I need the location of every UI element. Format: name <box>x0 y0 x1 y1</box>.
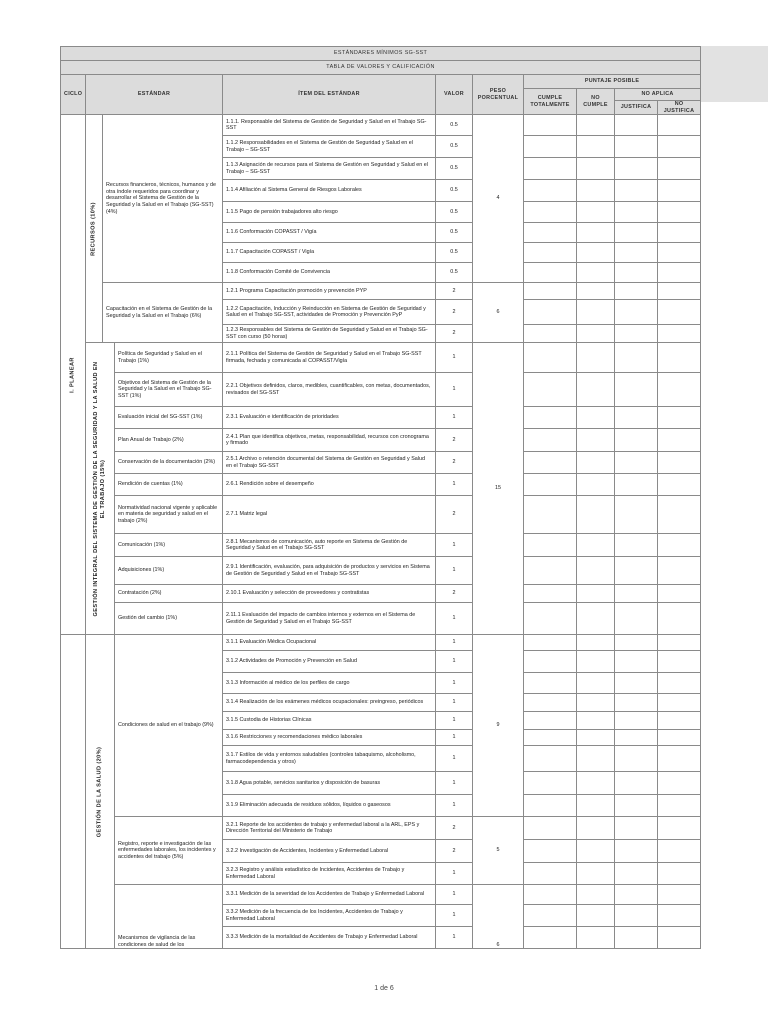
score-cell[interactable] <box>577 534 615 557</box>
score-cell[interactable] <box>524 407 577 429</box>
score-cell[interactable] <box>615 243 658 263</box>
group-gestion-salud: GESTIÓN DE LA SALUD (20%) <box>86 635 115 949</box>
score-cell[interactable] <box>615 158 658 180</box>
item-value: 1 <box>436 407 473 429</box>
standard-contratacion: Contratación (2%) <box>115 585 223 603</box>
item-value: 1 <box>436 905 473 927</box>
score-cell[interactable] <box>524 429 577 452</box>
score-cell[interactable] <box>615 452 658 474</box>
score-cell[interactable] <box>577 585 615 603</box>
item-text: 1.1.4 Afiliación al Sistema General de Riesgos Laborales <box>223 180 436 202</box>
score-cell[interactable] <box>577 373 615 407</box>
item-text: 1.1.5 Pago de pensión trabajadores alto riesgo <box>223 202 436 223</box>
item-text: 3.1.8 Agua potable, servicios sanitarios y disposición de basuras <box>223 772 436 795</box>
header-cumple: CUMPLE TOTALMENTE <box>524 89 577 115</box>
score-cell[interactable] <box>524 202 577 223</box>
group-recursos: RECURSOS (10%) <box>86 115 103 343</box>
score-cell[interactable] <box>577 263 615 283</box>
score-cell[interactable] <box>658 840 701 863</box>
score-cell[interactable] <box>658 136 701 158</box>
group-gestion-integral: GESTIÓN INTEGRAL DEL SISTEMA DE GESTIÓN DE LA SEGURIDAD Y LA SALUD EN EL TRABAJO (15%) <box>86 343 115 635</box>
score-cell[interactable] <box>577 772 615 795</box>
score-cell[interactable] <box>615 115 658 136</box>
item-text: 2.8.1 Mecanismos de comunicación, auto reporte en Sistema de Gestión de Seguridad y Salud en el Trabajo SG-SST <box>223 534 436 557</box>
item-value: 0.5 <box>436 115 473 136</box>
header-peso: PESO PORCENTUAL <box>473 75 524 115</box>
item-value: 1 <box>436 343 473 373</box>
score-cell[interactable] <box>615 202 658 223</box>
score-cell[interactable] <box>658 673 701 694</box>
score-cell[interactable] <box>524 180 577 202</box>
score-cell[interactable] <box>615 905 658 927</box>
score-cell[interactable] <box>658 746 701 772</box>
score-cell[interactable] <box>658 496 701 534</box>
score-cell[interactable] <box>524 905 577 927</box>
score-cell[interactable] <box>615 651 658 673</box>
standard-evaluacion-inicial: Evaluación inicial del SG-SST (1%) <box>115 407 223 429</box>
score-cell[interactable] <box>658 452 701 474</box>
score-cell[interactable] <box>658 863 701 885</box>
score-cell[interactable] <box>658 712 701 730</box>
score-cell[interactable] <box>524 772 577 795</box>
score-cell[interactable] <box>524 223 577 243</box>
item-value: 1 <box>436 651 473 673</box>
standard-conservacion: Conservación de la documentación (2%) <box>115 452 223 474</box>
header-ciclo: CICLO <box>61 75 86 115</box>
header-estandar: ESTÁNDAR <box>86 75 223 115</box>
score-cell[interactable] <box>615 223 658 243</box>
header-justifica: JUSTIFICA <box>615 101 658 115</box>
item-value: 2 <box>436 283 473 300</box>
score-cell[interactable] <box>524 115 577 136</box>
score-cell[interactable] <box>524 730 577 746</box>
item-text: 2.6.1 Rendición sobre el desempeño <box>223 474 436 496</box>
score-cell[interactable] <box>658 243 701 263</box>
standard-recursos: Recursos financieros, técnicos, humanos y de otra índole requeridos para coordinar y desarrollar el Sistema de Gestión de la Seguridad y la Salud en el Trabajo (SG-SST) (4%) <box>103 115 223 283</box>
item-value: 1 <box>436 712 473 730</box>
item-text: 2.1.1 Política del Sistema de Gestión de Seguridad y Salud en el Trabajo SG-SST firmada, fechada y comunicada al COPASST/Vigía <box>223 343 436 373</box>
item-text: 3.1.2 Actividades de Promoción y Prevención en Salud <box>223 651 436 673</box>
item-value: 2 <box>436 300 473 325</box>
score-cell[interactable] <box>577 840 615 863</box>
score-cell[interactable] <box>615 635 658 651</box>
item-value: 1 <box>436 373 473 407</box>
item-text: 2.10.1 Evaluación y selección de proveedores y contratistas <box>223 585 436 603</box>
standard-mecanismos-vigilancia: Mecanismos de vigilancia de las condiciones de salud de los <box>115 885 223 949</box>
score-cell[interactable] <box>577 325 615 343</box>
score-cell[interactable] <box>524 474 577 496</box>
score-cell[interactable] <box>577 223 615 243</box>
item-text: 3.3.1 Medición de la severidad de los Accidentes de Trabajo y Enfermedad Laboral <box>223 885 436 905</box>
score-cell[interactable] <box>577 115 615 136</box>
score-cell[interactable] <box>658 202 701 223</box>
item-text: 1.1.1. Responsable del Sistema de Gestión de Seguridad y Salud en el Trabajo SG-SST <box>223 115 436 136</box>
item-text: 2.11.1 Evaluación del impacto de cambios internos y externos en el Sistema de Gestión de Seguridad y Salud en el Trabajo SG-SST <box>223 603 436 635</box>
score-cell[interactable] <box>577 673 615 694</box>
item-text: 3.1.1 Evaluación Médica Ocupacional <box>223 635 436 651</box>
score-cell[interactable] <box>524 300 577 325</box>
score-cell[interactable] <box>577 343 615 373</box>
score-cell[interactable] <box>658 557 701 585</box>
score-cell[interactable] <box>524 136 577 158</box>
item-text: 3.1.3 Información al médico de los perfiles de cargo <box>223 673 436 694</box>
score-cell[interactable] <box>615 730 658 746</box>
standard-comunicacion: Comunicación (1%) <box>115 534 223 557</box>
peso-cell: 4 <box>473 115 524 283</box>
item-value: 0.5 <box>436 158 473 180</box>
header-no-justifica: NO JUSTIFICA <box>658 101 701 115</box>
score-cell[interactable] <box>577 795 615 817</box>
score-cell[interactable] <box>658 115 701 136</box>
header-no-aplica: NO APLICA <box>615 89 701 101</box>
score-cell[interactable] <box>615 263 658 283</box>
item-value: 1 <box>436 885 473 905</box>
score-cell[interactable] <box>615 694 658 712</box>
score-cell[interactable] <box>577 474 615 496</box>
peso-cell: 5 <box>473 817 524 885</box>
standard-normatividad: Normatividad nacional vigente y aplicable en materia de seguridad y salud en el trabajo (2%) <box>115 496 223 534</box>
standard-capacitacion: Capacitación en el Sistema de Gestión de la Seguridad y la Salud en el Trabajo (6%) <box>103 283 223 343</box>
item-value: 1 <box>436 635 473 651</box>
table-title: ESTÁNDARES MÍNIMOS SG-SST <box>61 47 701 61</box>
score-cell[interactable] <box>615 325 658 343</box>
item-text: 3.2.1 Reporte de los accidentes de trabajo y enfermedad laboral a la ARL, EPS y Dirección Territorial del Ministerio de Trabajo <box>223 817 436 840</box>
score-cell[interactable] <box>524 694 577 712</box>
score-cell[interactable] <box>524 343 577 373</box>
item-text: 3.2.2 Investigación de Accidentes, Incidentes y Enfermedad Laboral <box>223 840 436 863</box>
header-item: ÍTEM DEL ESTÁNDAR <box>223 75 436 115</box>
score-cell[interactable] <box>615 557 658 585</box>
score-cell[interactable] <box>577 651 615 673</box>
side-shade <box>700 46 768 102</box>
score-cell[interactable] <box>524 534 577 557</box>
score-cell[interactable] <box>615 863 658 885</box>
item-text: 3.3.3 Medición de la mortalidad de Accidentes de Trabajo y Enfermedad Laboral <box>223 927 436 949</box>
score-cell[interactable] <box>577 927 615 949</box>
score-cell[interactable] <box>658 603 701 635</box>
score-cell[interactable] <box>577 635 615 651</box>
score-cell[interactable] <box>658 300 701 325</box>
score-cell[interactable] <box>658 905 701 927</box>
score-cell[interactable] <box>615 496 658 534</box>
score-cell[interactable] <box>658 325 701 343</box>
score-cell[interactable] <box>577 730 615 746</box>
score-cell[interactable] <box>524 885 577 905</box>
score-cell[interactable] <box>658 263 701 283</box>
item-value: 2 <box>436 840 473 863</box>
item-text: 1.1.6 Conformación COPASST / Vigía <box>223 223 436 243</box>
item-value: 1 <box>436 863 473 885</box>
score-cell[interactable] <box>577 136 615 158</box>
score-cell[interactable] <box>658 283 701 300</box>
score-cell[interactable] <box>615 885 658 905</box>
standard-objetivos: Objetivos del Sistema de Gestión de la Seguridad y la Salud en el Trabajo SG-SST (1%) <box>115 373 223 407</box>
score-cell[interactable] <box>524 496 577 534</box>
item-text: 3.1.4 Realización de los exámenes médicos ocupacionales: preingreso, periódicos <box>223 694 436 712</box>
score-cell[interactable] <box>615 136 658 158</box>
score-cell[interactable] <box>577 496 615 534</box>
score-cell[interactable] <box>615 373 658 407</box>
score-cell[interactable] <box>577 817 615 840</box>
page-number: 1 de 6 <box>374 985 394 992</box>
score-cell[interactable] <box>658 772 701 795</box>
score-cell[interactable] <box>658 927 701 949</box>
score-cell[interactable] <box>524 712 577 730</box>
score-cell[interactable] <box>524 863 577 885</box>
score-cell[interactable] <box>577 429 615 452</box>
score-cell[interactable] <box>577 746 615 772</box>
standard-condiciones-salud: Condiciones de salud en el trabajo (9%) <box>115 635 223 817</box>
item-value: 0.5 <box>436 243 473 263</box>
score-cell[interactable] <box>524 158 577 180</box>
score-cell[interactable] <box>658 373 701 407</box>
item-value: 1 <box>436 746 473 772</box>
item-value: 1 <box>436 673 473 694</box>
score-cell[interactable] <box>658 585 701 603</box>
item-value: 2 <box>436 429 473 452</box>
standard-politica: Política de Seguridad y Salud en el Trabajo (1%) <box>115 343 223 373</box>
item-value: 1 <box>436 772 473 795</box>
score-cell[interactable] <box>658 694 701 712</box>
item-text: 2.5.1 Archivo o retención documental del Sistema de Gestión en Seguridad y Salud en el Trabajo SG-SST <box>223 452 436 474</box>
cycle-hacer-blank <box>61 635 86 949</box>
score-cell[interactable] <box>524 673 577 694</box>
score-cell[interactable] <box>615 603 658 635</box>
score-cell[interactable] <box>658 474 701 496</box>
item-value: 1 <box>436 534 473 557</box>
score-cell[interactable] <box>577 158 615 180</box>
score-cell[interactable] <box>524 817 577 840</box>
score-cell[interactable] <box>524 795 577 817</box>
item-text: 2.3.1 Evaluación e identificación de prioridades <box>223 407 436 429</box>
item-text: 3.1.7 Estilos de vida y entornos saludables (controles tabaquismo, alcoholismo, farmacodependencia y otros) <box>223 746 436 772</box>
score-cell[interactable] <box>524 603 577 635</box>
score-cell[interactable] <box>524 263 577 283</box>
score-cell[interactable] <box>577 885 615 905</box>
score-cell[interactable] <box>577 452 615 474</box>
item-value: 1 <box>436 474 473 496</box>
score-cell[interactable] <box>615 407 658 429</box>
score-cell[interactable] <box>658 885 701 905</box>
item-text: 1.1.2 Responsabilidades en el Sistema de Gestión de Seguridad y Salud en el Trabajo – SG-SST <box>223 136 436 158</box>
item-text: 3.1.5 Custodia de Historias Clínicas <box>223 712 436 730</box>
standard-gestion-cambio: Gestión del cambio (1%) <box>115 603 223 635</box>
score-cell[interactable] <box>577 557 615 585</box>
item-value: 0.5 <box>436 180 473 202</box>
score-cell[interactable] <box>524 585 577 603</box>
standard-plan-anual: Plan Anual de Trabajo (2%) <box>115 429 223 452</box>
score-cell[interactable] <box>658 407 701 429</box>
score-cell[interactable] <box>577 694 615 712</box>
score-cell[interactable] <box>524 452 577 474</box>
peso-cell: 9 <box>473 635 524 817</box>
score-cell[interactable] <box>524 651 577 673</box>
score-cell[interactable] <box>658 343 701 373</box>
item-text: 1.1.8 Conformación Comité de Convivencia <box>223 263 436 283</box>
item-value: 1 <box>436 795 473 817</box>
item-value: 1 <box>436 927 473 949</box>
item-value: 2 <box>436 817 473 840</box>
item-text: 1.1.7 Capacitación COPASST / Vigía <box>223 243 436 263</box>
item-text: 2.4.1 Plan que identifica objetivos, metas, responsabilidad, recursos con cronograma y firmado <box>223 429 436 452</box>
score-cell[interactable] <box>577 603 615 635</box>
item-value: 2 <box>436 325 473 343</box>
score-cell[interactable] <box>577 863 615 885</box>
score-cell[interactable] <box>577 243 615 263</box>
score-cell[interactable] <box>615 429 658 452</box>
score-cell[interactable] <box>615 927 658 949</box>
item-value: 2 <box>436 496 473 534</box>
score-cell[interactable] <box>615 772 658 795</box>
item-text: 3.3.2 Medición de la frecuencia de los Incidentes, Accidentes de Trabajo y Enfermedad Laboral <box>223 905 436 927</box>
item-value: 2 <box>436 585 473 603</box>
header-puntaje: PUNTAJE POSIBLE <box>524 75 701 89</box>
score-cell[interactable] <box>524 840 577 863</box>
item-value: 1 <box>436 557 473 585</box>
standard-rendicion: Rendición de cuentas (1%) <box>115 474 223 496</box>
peso-cell: 6 <box>473 283 524 343</box>
score-cell[interactable] <box>658 795 701 817</box>
score-cell[interactable] <box>658 180 701 202</box>
score-cell[interactable] <box>577 905 615 927</box>
item-value: 0.5 <box>436 136 473 158</box>
score-cell[interactable] <box>615 795 658 817</box>
score-cell[interactable] <box>577 283 615 300</box>
standard-adquisiciones: Adquisiciones (1%) <box>115 557 223 585</box>
score-cell[interactable] <box>658 817 701 840</box>
score-cell[interactable] <box>524 373 577 407</box>
item-text: 3.1.9 Eliminación adecuada de residuos sólidos, líquidos o gaseosos <box>223 795 436 817</box>
score-cell[interactable] <box>615 300 658 325</box>
item-value: 1 <box>436 603 473 635</box>
score-cell[interactable] <box>524 557 577 585</box>
score-cell[interactable] <box>615 673 658 694</box>
score-cell[interactable] <box>658 635 701 651</box>
score-cell[interactable] <box>577 407 615 429</box>
header-valor: VALOR <box>436 75 473 115</box>
score-cell[interactable] <box>524 243 577 263</box>
score-cell[interactable] <box>577 300 615 325</box>
score-cell[interactable] <box>577 712 615 730</box>
score-cell[interactable] <box>615 534 658 557</box>
item-value: 1 <box>436 730 473 746</box>
table-subtitle: TABLA DE VALORES Y CALIFICACIÓN <box>61 61 701 75</box>
score-cell[interactable] <box>615 712 658 730</box>
item-text: 1.2.3 Responsables del Sistema de Gestión de Seguridad y Salud en el Trabajo SG-SST con curso (50 horas) <box>223 325 436 343</box>
score-cell[interactable] <box>615 283 658 300</box>
peso-cell: 15 <box>473 343 524 635</box>
score-cell[interactable] <box>524 927 577 949</box>
standards-table <box>60 46 701 949</box>
score-cell[interactable] <box>615 840 658 863</box>
score-cell[interactable] <box>577 180 615 202</box>
score-cell[interactable] <box>658 730 701 746</box>
score-cell[interactable] <box>524 635 577 651</box>
peso-cell: 6 <box>473 885 524 949</box>
item-text: 1.1.3 Asignación de recursos para el Sistema de Gestión en Seguridad y Salud en el Trabajo – SG-SST <box>223 158 436 180</box>
score-cell[interactable] <box>524 325 577 343</box>
score-cell[interactable] <box>658 534 701 557</box>
item-text: 2.2.1 Objetivos definidos, claros, medibles, cuantificables, con metas, documentados, revisados del SG-SST <box>223 373 436 407</box>
item-value: 0.5 <box>436 263 473 283</box>
item-text: 1.2.1 Programa Capacitación promoción y prevención PYP <box>223 283 436 300</box>
score-cell[interactable] <box>615 817 658 840</box>
item-text: 1.2.2 Capacitación, Inducción y Reinducción en Sistema de Gestión de Seguridad y Salud en el Trabajo SG-SST, actividades de Promoción y Prevención PyP <box>223 300 436 325</box>
score-cell[interactable] <box>577 202 615 223</box>
score-cell[interactable] <box>615 180 658 202</box>
item-value: 0.5 <box>436 202 473 223</box>
item-text: 2.9.1 Identificación, evaluación, para adquisición de productos y servicios en Sistema de Gestión de Seguridad y Salud en el Trabajo SG-SST <box>223 557 436 585</box>
item-value: 0.5 <box>436 223 473 243</box>
score-cell[interactable] <box>615 474 658 496</box>
item-value: 2 <box>436 452 473 474</box>
score-cell[interactable] <box>658 158 701 180</box>
score-cell[interactable] <box>524 746 577 772</box>
score-cell[interactable] <box>615 746 658 772</box>
item-text: 3.1.6 Restricciones y recomendaciones médico laborales <box>223 730 436 746</box>
item-value: 1 <box>436 694 473 712</box>
header-no-cumple: NO CUMPLE <box>577 89 615 115</box>
cycle-planear: I. PLANEAR <box>61 115 86 635</box>
score-cell[interactable] <box>658 223 701 243</box>
standard-registro-reporte: Registro, reporte e investigación de las enfermedades laborales, los incidentes y accidentes del trabajo (5%) <box>115 817 223 885</box>
item-text: 2.7.1 Matriz legal <box>223 496 436 534</box>
score-cell[interactable] <box>524 283 577 300</box>
item-text: 3.2.3 Registro y análisis estadístico de Incidentes, Accidentes de Trabajo y Enfermedad Laboral <box>223 863 436 885</box>
score-cell[interactable] <box>615 343 658 373</box>
score-cell[interactable] <box>658 651 701 673</box>
score-cell[interactable] <box>658 429 701 452</box>
score-cell[interactable] <box>615 585 658 603</box>
